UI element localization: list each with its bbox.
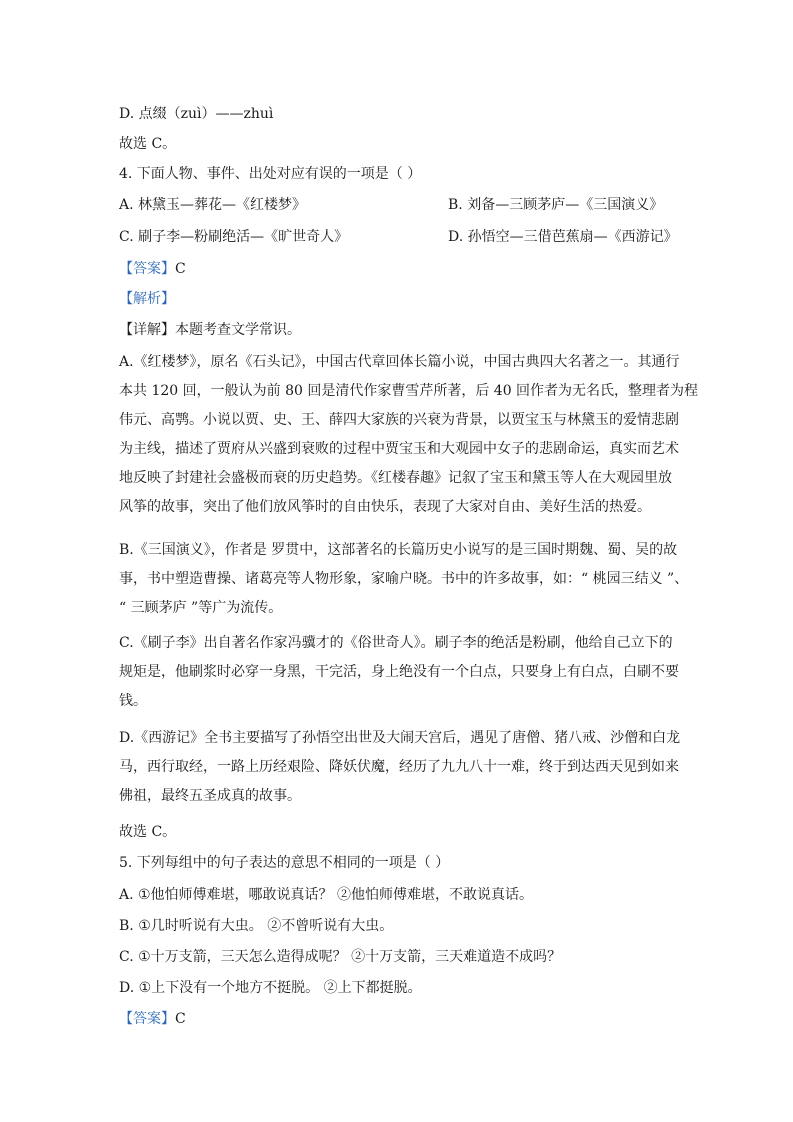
q5-option-c: C. ①十万支箭，三天怎么造得成呢？ ②十万支箭，三天难道造不成吗？: [119, 949, 562, 965]
paragraph-line: 地反映了封建社会盛极而衰的历史趋势。《红楼春趣》记叙了宝玉和黛玉等人在大观园里放: [119, 470, 672, 486]
answer-choice-line: 故选 C。: [119, 136, 177, 152]
q5-option-a: A. ①他怕师傅难堪，哪敢说真话？ ②他怕师傅难堪，不敢说真话。: [119, 887, 534, 903]
analysis-tag: 【解析】: [119, 291, 175, 307]
paragraph-line: 钱。: [119, 693, 147, 709]
paragraph-line: B.《三国演义》，作者是 罗贯中，这部著名的长篇历史小说写的是三国时期魏、蜀、吴的故: [119, 542, 678, 558]
answer-value: C: [175, 1011, 186, 1027]
option-d-pronunciation: D. 点缀（zuì）——zhuì: [119, 106, 274, 122]
q4-option-d: D. 孙悟空—三借芭蕉扇—《西游记》: [448, 229, 678, 245]
paragraph-line: 本共 120 回，一般认为前 80 回是清代作家曹雪芹所著，后 40 回作者为无名氏，整理者为程: [119, 383, 699, 399]
paragraph-line: 马，西行取经，一路上历经艰险、降妖伏魔，经历了九九八十一难，终于到达西天见到如来: [119, 759, 679, 775]
paragraph-line: C.《刷子李》出自著名作家冯骥才的《俗世奇人》。刷子李的绝活是粉刷，他给自己立下的: [119, 635, 673, 651]
q5-option-d: D. ①上下没有一个地方不挺脱。 ②上下都挺脱。: [119, 980, 422, 996]
answer-line: [119, 260, 186, 278]
paragraph-d: [119, 729, 679, 816]
paragraph-line: 规矩是，他刷浆时必穿一身黑，干完活，身上绝没有一个白点，只要身上有白点，白刷不要: [119, 664, 679, 680]
q4-option-a: A. 林黛玉—葬花—《红楼梦》: [119, 197, 307, 213]
paragraph-b: [119, 541, 689, 628]
answer-choice-line: 故选 C。: [119, 824, 177, 840]
paragraph-line: 风筝的故事，突出了他们放风筝时的自由快乐，表现了大家对自由、美好生活的热爱。: [119, 499, 651, 515]
question-4: 4. 下面人物、事件、出处对应有误的一项是（ ）: [119, 166, 422, 182]
q4-option-b: B. 刘备—三顾茅庐—《三国演义》: [448, 197, 664, 213]
paragraph-line: 为主线，描述了贾府从兴盛到衰败的过程中贾宝玉和大观园中女子的悲剧命运，真实而艺术: [119, 441, 679, 457]
answer-value: C: [175, 261, 186, 277]
paragraph-a: [119, 353, 699, 527]
detail-text: 本题考查文学常识。: [175, 322, 301, 338]
q4-option-c: C. 刷子李—粉刷绝活—《旷世奇人》: [119, 229, 349, 245]
paragraph-line: “ 三顾茅庐 ”等广为流传。: [119, 600, 283, 616]
answer-tag: 【答案】: [119, 261, 175, 277]
detail-line: [119, 321, 301, 339]
paragraph-line: 伟元、高鹗。小说以贾、史、王、薛四大家族的兴衰为背景，以贾宝玉与林黛玉的爱情悲剧: [119, 412, 679, 428]
paragraph-line: 佛祖，最终五圣成真的故事。: [119, 788, 301, 804]
answer-tag: 【答案】: [119, 1011, 175, 1027]
paragraph-line: A.《红楼梦》，原名《石头记》，中国古代章回体长篇小说，中国古典四大名著之一。其通行: [119, 354, 680, 370]
question-5: 5. 下列每组中的句子表达的意思不相同的一项是（ ）: [119, 855, 450, 871]
paragraph-c: [119, 634, 679, 721]
paragraph-line: D.《西游记》全书主要描写了孙悟空出世及大闹天宫后，遇见了唐僧、猪八戒、沙僧和白龙: [119, 730, 681, 746]
detail-tag: 【详解】: [119, 322, 175, 338]
answer-line-2: [119, 1010, 186, 1028]
paragraph-line: 事，书中塑造曹操、诸葛亮等人物形象，家喻户晓。书中的许多故事，如：“ 桃园三结义 ”、: [119, 571, 689, 587]
q5-option-b: B. ①几时听说有大虫。 ②不曾听说有大虫。: [119, 918, 394, 934]
